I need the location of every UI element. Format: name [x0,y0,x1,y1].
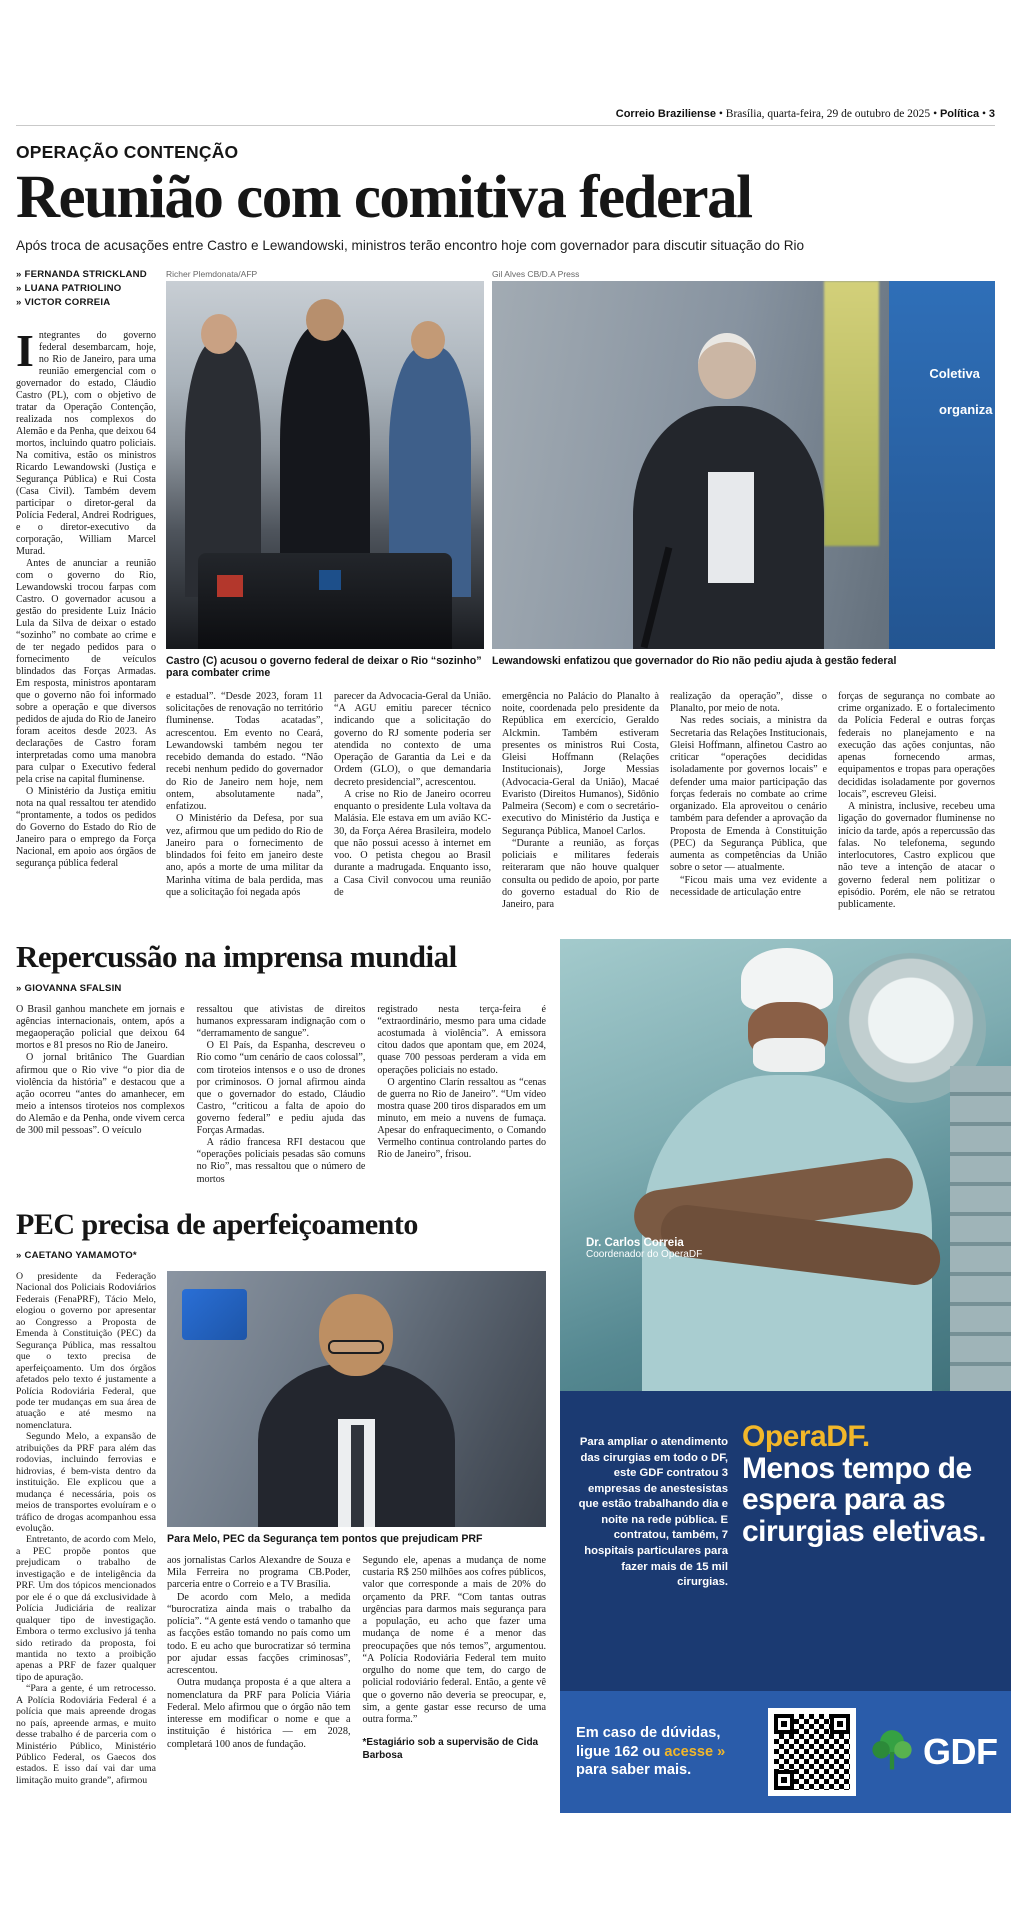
flag-stripe [824,281,879,546]
byline-marker: » [16,269,22,280]
pec-body-columns [167,1555,546,1871]
pec-right-block [167,1271,546,1871]
photo-castro-press-conference [166,281,484,649]
main-article [16,269,995,929]
byline-name: FERNANDA STRICKLAND [24,269,147,280]
photo-shape-mask [753,1038,825,1072]
body-paragraph: registrado nesta terça-feira é “extraordinário, mesmo para uma cidade acostumada à violência”. A emissora citou dados que apontam que, em 2024, quase 700 pessoas perderam a vida em operações policiais no estado. [377,1004,546,1076]
byline [16,283,156,294]
header-rule [16,125,995,126]
qr-finder [830,1714,850,1734]
qr-pattern [774,1714,850,1790]
kicker: OPERAÇÃO CONTENÇÃO [16,142,239,162]
page-number: 3 [988,108,995,120]
backdrop-text: Coletiva [929,365,980,381]
contact-text-part: Em caso de dúvidas, ligue 162 ou [576,1724,721,1760]
byline-marker: » [16,297,22,308]
access-link-text[interactable]: acesse » [664,1743,726,1760]
byline [16,1250,546,1261]
body-paragraph: ressaltou que ativistas de direitos humanos expressaram indignação com o “derramamento de sangue”. [196,1004,366,1040]
body-paragraph: forças de segurança no combate ao crime organizado. E o fortalecimento da Polícia Federal e outras forças federais no planejamento e na execução das ações conjuntas, não apenas fornecendo armas, equipamentos e tropas para operações decididas isoladamente por governos locais”, escreveu Gleisi. [838,691,995,800]
body-paragraph: O Ministério da Justiça emitiu nota na qual ressaltou ter atendido “prontamente, a todos os pedidos do Governo do Estado do Rio de Janeiro para o emprego da Força Nacional, em apoio aos órgãos de segurança pública federal [16,786,156,869]
byline [16,269,156,280]
body-paragraph: Entretanto, de acordo com Melo, a PEC propõe pontos que prejudicam o trabalho de investigação e de inteligência da PRF. Um dos tópicos mencionados por ele é o que dá exclusividade à Polícia Judiciária de realizar qualquer tipo de investigação. Embora o termo exclusivo já tenha sido retirado da proposta, foi mantida no texto a proibição apenas a PRF de fazer qualquer tipo de apuração. [16,1534,156,1683]
ad-brand: OperaDF. [742,1420,870,1453]
page-header [16,0,995,120]
separator: • [933,108,938,120]
byline-name: GIOVANNA SFALSIN [24,983,122,994]
backdrop-text: organiza [939,402,993,418]
contact-text-part: para saber mais. [576,1762,692,1779]
body-paragraph: De acordo com Melo, a medida “burocratiza ainda mais o trabalho da polícia”. “A gente está vendo o tamanho que as facções estão tomando no país como um todo. E eu acho que burocratizar só termina por ajudar essas facções criminosas”, acrescentou. [167,1591,351,1677]
byline-marker: » [16,983,22,994]
studio-sign [182,1289,246,1340]
byline [16,297,156,308]
body-paragraph: O argentino Clarín ressaltou as “cenas de guerra no Rio de Janeiro”. “Um vídeo mostra quase 200 tiros disparados em um minuto, em meio a nuvens de fumaça. Apesar do enfraquecimento, o Comando Vermelho continua controlando partes do Rio de Janeiro”, frisou. [377,1076,546,1161]
body-paragraph: Nas redes sociais, a ministra da Secretaria das Relações Institucionais, Gleisi Hoffmann, alfinetou Castro ao criticar “operações decididas isoladamente por governos locais” e defender uma maior participação das forças federais no combate ao crime organizado. Ela aproveitou o cenário também para defender a aprovação da Proposta de Emenda à Constituição (PEC) da Segurança Pública, que aumenta as competências da União sobre o setor — atualmente. [670,715,827,874]
captions-row [166,649,995,691]
section-name: Política [939,108,980,120]
byline [16,983,546,994]
article-body-columns [166,691,995,929]
photo-credit: Richer Plemdonata/AFP [166,269,258,279]
article-column-5 [670,691,827,929]
body-paragraph: “Durante a reunião, as forças policiais e militares federais reiteraram que não houve qualquer consulta ou pedido de apoio, por parte do governo estadual do Rio de Janeiro, para [502,837,659,910]
body-paragraph: “Ficou mais uma vez evidente a necessidade de articulação entre [670,874,827,898]
operadf-advertisement [560,939,1011,1871]
body-paragraph: Segundo ele, apenas a mudança de nome custaria R$ 250 milhões aos cofres públicos, valor que corresponde a mais de 20% do orçamento da PRF. “Com tantas outras urgências para darmos mais segurança para a população, eu acho que fazer uma mudança de nome é a menor das preocupações que nós temos”, argumentou. “A Polícia Rodoviária Federal tem muito orgulho do nome que tem, do cargo de policial rodoviário federal. Então, a gente vê que o governo não deveria se preocupar, e, sim, a gente gastar esse recurso de uma outra forma.” [362,1555,546,1726]
photo-shape-shirt [708,472,753,582]
pec-column-1 [16,1271,156,1871]
separator: • [718,108,723,120]
photo-shape-head [306,299,344,341]
pec-column-3 [363,1555,547,1871]
ad-contact-text [576,1724,754,1780]
repercussion-column-1 [16,1004,185,1190]
photo-shape-cap [741,948,833,1010]
glasses [328,1340,384,1354]
byline-name: LUANA PATRIOLINO [24,283,122,294]
microphone-cube [217,575,243,597]
body-paragraph: Antes de anunciar a reunião com o governo do Rio, Lewandowski trocou farpas com Castro. O governador acusou a gestão do presidente Luiz Inácio Lula da Silva de deixar o estado “sozinho” no combate ao crime e de ter negado pedidos para o fornecimento de veículos blindados das Forças Armadas. Em resposta, ministros apontaram que o governo não foi informado sobre a operação e que diversos pedidos de ajuda do Rio de Janeiro foram aceitos desde 2023. As declarações de Castro foram interpretadas como uma manobra para culpar o Executivo federal pela crise na capital fluminense. [16,558,156,785]
ad-contact-strip [560,1691,1011,1813]
photo-surgeon [560,939,1011,1391]
pec-article [16,1271,546,1871]
body-paragraph: O presidente da Federação Nacional dos Policiais Rodoviários Federais (FenaPRF), Tácio Melo, elogiou o governo por apresentar ao Congresso a Proposta de Emenda à Constituição (PEC) da Segurança Pública, mas ressaltou que o texto precisa de aperfeiçoamento. Um dos órgãos afetados pelo texto é justamente a Polícia Rodoviária Federal, que pode ter mudanças em sua área de atuação e até mesmo na nomenclatura. [16,1271,156,1431]
body-paragraph: A ministra, inclusive, recebeu uma ligação do governador fluminense no início da tarde, após a repercussão das falas. No telefonema, segundo interlocutores, Castro explicou que não teve a intenção de atacar o governo federal nem politizar o episódio. Porém, ele não se retratou publicamente. [838,801,995,910]
drop-cap: I [16,325,34,376]
cabinet [950,1066,1011,1391]
photo-caption: Para Melo, PEC da Segurança tem pontos que prejudicam PRF [167,1533,483,1545]
byline-marker: » [16,1250,22,1261]
backdrop-panel [889,281,995,649]
intern-credit: *Estagiário sob a supervisão de Cida Barbosa [362,1737,539,1762]
photo-shape-head [698,333,756,399]
byline-name: VICTOR CORREIA [24,297,111,308]
separator: • [981,108,986,120]
subhead: Após troca de acusações entre Castro e Lewandowski, ministros terão encontro hoje com governador para discutir situação do Rio [16,238,805,253]
qr-finder [774,1714,794,1734]
photo-lewandowski [492,281,995,649]
article-column-3 [334,691,491,929]
article-column-4 [502,691,659,929]
doctor-role: Coordenador do OperaDF [586,1249,703,1261]
photos-row [166,281,995,649]
body-paragraph: O Brasil ganhou manchete em jornais e agências internacionais, ontem, após a megaoperação policial que deixou 64 mortos e 81 presos no Rio de Janeiro. [16,1004,185,1052]
body-paragraph: A crise no Rio de Janeiro ocorreu enquanto o presidente Lula voltava da Malásia. Ele estava em um avião KC-30, da Força Aérea Brasileira, modelo que não possui acesso à internet em voo. O petista chegou ao Brasil durante a madrugada. Enquanto isso, a Casa Civil convocou uma reunião de [334,788,491,898]
byline-marker: » [16,283,22,294]
gdf-tree-icon [870,1728,914,1776]
gdf-logo [870,1728,998,1776]
body-paragraph: parecer da Advocacia-Geral da União. “A AGU emitiu parecer técnico indicando que a solicitação do governo do RJ somente poderia ser atendida no contexto de uma Operação de Garantia da Lei e da Ordem (GLO), o que demandaria decreto presidencial”, acrescentou. [334,691,491,788]
body-paragraph: e estadual”. “Desde 2023, foram 11 solicitações de renovação no território fluminense. Todas acatadas”, acrescentou. Em evento no Ceará, Lewandowski também negou ter recebido demanda do estado. “Não recebi nenhum pedido do governador do Rio de Janeiro nem hoje, nem ontem, absolutamente nada”, enfatizou. [166,691,323,813]
main-headline: Reunião com comitiva federal [16,164,752,231]
article-column-1 [16,269,156,929]
photo-shape-tie [351,1425,365,1527]
main-article-right [166,269,995,929]
qr-finder [774,1770,794,1790]
photo-caption: Castro (C) acusou o governo federal de deixar o Rio “sozinho” para combater crime [166,655,482,679]
byline-block [16,269,156,308]
body-paragraph: O jornal britânico The Guardian afirmou que o Rio vive “o pior dia de violência da história” e destacou que a ação ocorreu “antes do amanhecer, em meio a intensos tiroteios nos complexos do Alemão e da Penha, onde vivem cerca de 300 mil pessoas”. O veículo [16,1052,185,1137]
ad-description: Para ampliar o atendimento das cirurgias em todo o DF, este GDF contratou 3 empresas de anestesistas que estão trabalhando dia e noite na rede pública. E contratou, também, 7 hospitais particulares para fazer mais de 15 mil cirurgias. [578,1436,728,1589]
microphone-cube [319,570,341,590]
body-paragraph: realização da operação”, disse o Planalto, por meio de nota. [670,691,827,715]
repercussion-headline: Repercussão na imprensa mundial [16,939,457,974]
lower-sections [16,939,998,1871]
repercussion-column-3 [377,1004,546,1190]
edition-date: Brasília, quarta-feira, 29 de outubro de 2025 [725,108,931,120]
body-paragraph: Outra mudança proposta é a que altera a nomenclatura da PRF para Polícia Viária Federal. Melo afirmou que o órgão não tem interesse em modificar o nome e que a instituição é histórica — em 2028, completará 100 anos de fundação. [167,1677,351,1750]
body-paragraph: emergência no Palácio do Planalto à noite, coordenada pelo presidente da República em exercício, Geraldo Alckmin. Também estiveram presentes os ministros Rui Costa, Gleisi Hoffmann (Relações Institucionais), Jorge Messias (Advocacia-Geral da União), Macaé Evaristo (Direitos Humanos), Sidônio Palmeira (Secom) e com o secretário-executivo do Ministério da Justiça e Segurança Pública, Manoel Carlos. [502,691,659,837]
body-paragraph: O El País, da Espanha, descreveu o Rio como “um cenário de caos colossal”, com tiroteios intensos e o uso de drones por criminosos. O jornal afirmou ainda que o governador do estado, Cláudio Castro, “criticou a falta de apoio do governo federal” e pediu ajuda das Forças Armadas. [196,1040,366,1137]
pec-headline: PEC precisa de aperfeiçoamento [16,1208,418,1241]
doctor-name: Dr. Carlos Correia [586,1237,684,1250]
body-paragraph: A rádio francesa RFI destacou que “operações policiais pesadas são comuns no Rio”, mas ressaltou que o número de mortos [196,1137,366,1185]
qr-code [768,1708,856,1796]
microphone-cluster [198,553,452,649]
photo-caption: Lewandowski enfatizou que governador do Rio não pediu ajuda à gestão federal [492,655,897,667]
ad-headline-block [742,1421,994,1671]
lower-left-articles [16,939,546,1871]
body-paragraph: O Ministério da Defesa, por sua vez, afirmou que um pedido do Rio de Janeiro para o fornecimento de blindados foi feito em janeiro deste ano, após a morte de uma militar da Marinha vítima de bala perdida, mas que a solicitação foi negada após [166,813,323,898]
doctor-label [586,1237,702,1260]
ad-main-panel [560,1391,1011,1691]
body-paragraph: aos jornalistas Carlos Alexandre de Souza e Mila Ferreira no programa CB.Poder, parceria entre o Correio e a TV Brasília. [167,1555,351,1591]
pec-column-2 [167,1555,351,1871]
photo-shape-head [201,314,237,354]
article-column-2 [166,691,323,929]
photo-tacio-melo [167,1271,546,1527]
photo-shape-head [319,1294,393,1376]
paragraph-text: ntegrantes do governo federal desembarcam, hoje, no Rio de Janeiro, para uma reunião emergencial com o governador do estado, Cláudio Castro (PL), com o objetivo de tratar da Operação Contenção, realizada nos complexos do Alemão e da Penha, que deixou 64 mortos, incluindo quatro policiais. Na comitiva, estão os ministros Ricardo Lewandowski (Justiça e Segurança Pública) e Rui Costa (Casa Civil). Também devem participar o diretor-geral da Polícia Federal, Andrei Rodrigues, e o diretor-executivo da corporação, William Marcel Murad. [16,330,156,557]
ad-headline: Menos tempo de espera para as cirurgias eletivas. [742,1451,986,1548]
paper-name: Correio Braziliense [615,108,717,120]
repercussion-column-2 [197,1004,366,1190]
gdf-wordmark: GDF [923,1731,998,1772]
photo-credits [166,269,995,279]
byline-name: CAETANO YAMAMOTO* [24,1250,137,1261]
article-column-6 [838,691,995,929]
body-paragraph [16,325,156,558]
photo-credit: Gil Alves CB/D.A Press [492,269,580,279]
body-paragraph: “Para a gente, é um retrocesso. A Polícia Rodoviária Federal é a polícia que mais apreende drogas no país, apreende armas, e muito desse trabalho é de parceria com o Ministério Público, Ministério Público Federal, os Gaecos dos estados. E isso daí vai dar uma limitação muito grande”, afirmou [16,1683,156,1786]
body-paragraph: Segundo Melo, a expansão de atribuições da PRF para além das rodovias, incluindo ferrovias e hidrovias, é bem-vista dentro da instituição. Ele explicou que a mudança é necessária, pois os meios de transportes evoluíram e o tráfico de drogas acompanhou essa evolução. [16,1431,156,1534]
repercussion-body-columns [16,1004,546,1190]
